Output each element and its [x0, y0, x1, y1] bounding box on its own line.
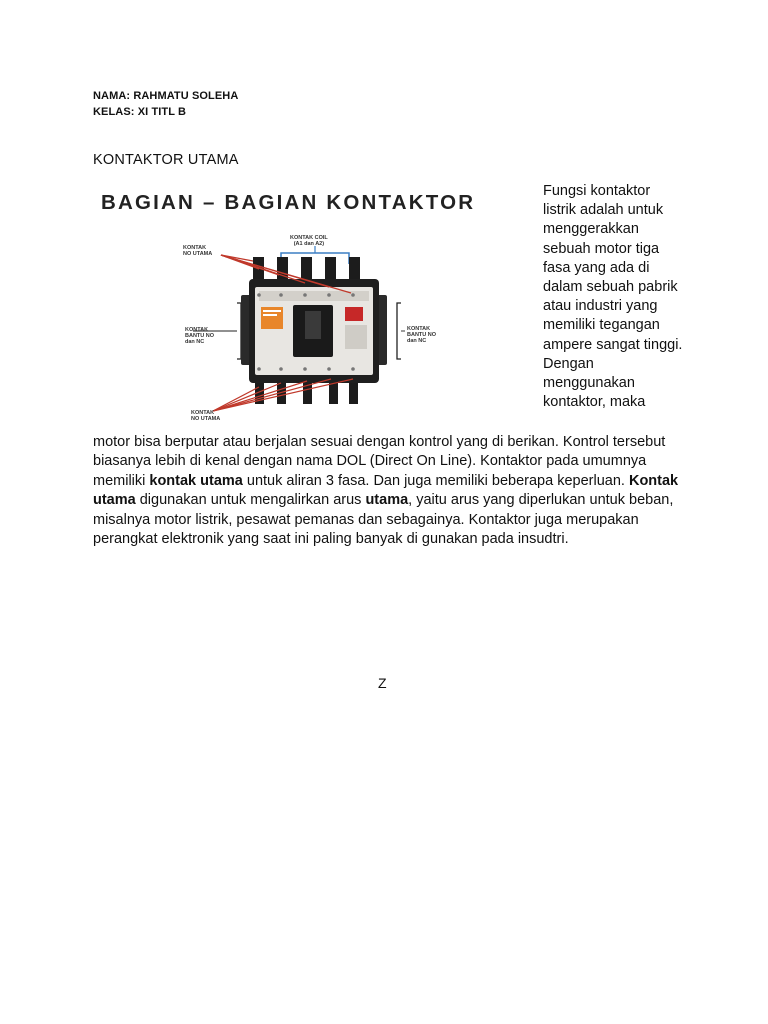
page-mark: Z [378, 675, 387, 691]
contactor-illustration [93, 183, 525, 423]
student-info [93, 88, 238, 120]
label-kontak-coil: KONTAK COIL (A1 dan A2) [290, 235, 328, 247]
body-text-segment: motor bisa berputar atau berjalan sesuai dengan kontrol yang di berikan. Kontrol tersebut biasanya lebih di kenal dengan nama DOL (Direct On Line). Kontaktor pada umumnya memiliki [93, 434, 666, 489]
bold-term: utama [365, 492, 409, 509]
student-class: KELAS: XI TITL B [93, 106, 187, 118]
label-kontak-no-utama-top: KONTAK NO UTAMA [183, 245, 213, 257]
section-title: KONTAKTOR UTAMA [93, 152, 239, 168]
body-text-segment: untuk aliran 3 fasa. Dan juga memiliki beberapa keperluan. [242, 472, 629, 489]
contactor-figure [93, 183, 525, 423]
figure-title: BAGIAN – BAGIAN KONTAKTOR [101, 191, 476, 214]
body-text-segment: , yaitu arus yang diperlukan untuk beban, misalnya motor listrik, pesawat pemanas dan sebagainya. Kontaktor juga merupakan perangkat elektronik yang saat ini paling banyak di gunakan pada insudtri. [93, 492, 674, 548]
label-kontak-bantu-left: KONTAK BANTU NO dan NC [185, 327, 215, 345]
student-name: NAMA: RAHMATU SOLEHA [93, 90, 239, 102]
body-paragraph [93, 433, 683, 549]
label-kontak-bantu-right: KONTAK BANTU NO dan NC [407, 326, 437, 344]
body-text-segment: digunakan untuk mengalirkan arus [135, 492, 366, 509]
bold-term: kontak utama [149, 472, 243, 489]
side-paragraph: Fungsi kontaktor listrik adalah untuk menggerakkan sebuah motor tiga fasa yang ada di dalam sebuah pabrik atau industri yang memiliki tegangan ampere sangat tinggi. Dengan menggunakan kontaktor, maka [543, 183, 683, 411]
label-kontak-no-utama-bottom: KONTAK NO UTAMA [191, 410, 221, 422]
bold-term: Kontak utama [93, 472, 679, 509]
